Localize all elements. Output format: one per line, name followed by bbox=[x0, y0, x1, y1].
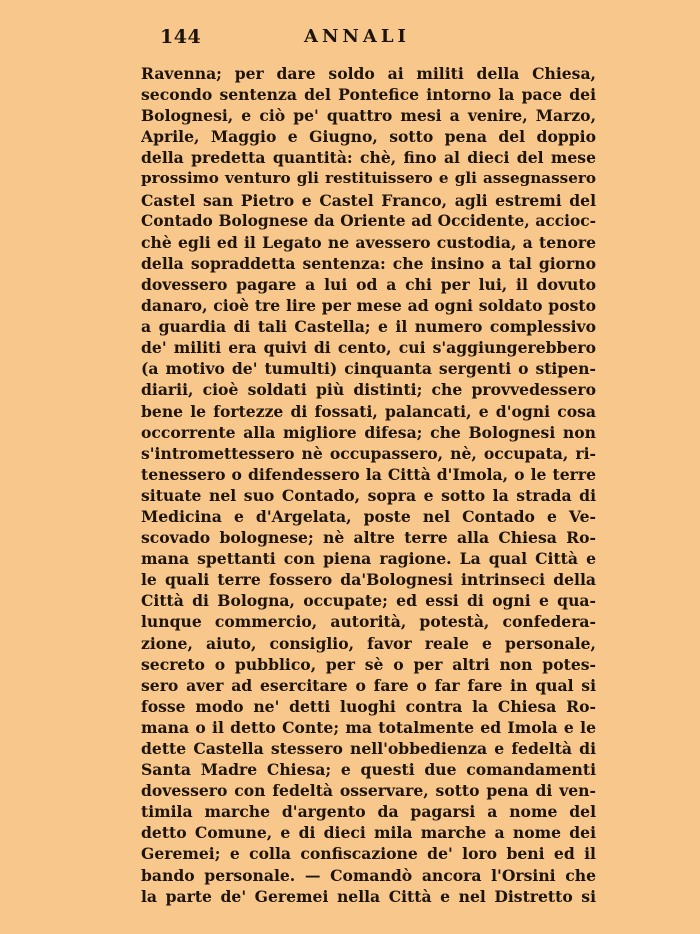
text-line: Geremei; e colla confiscazione de' loro beni ed il bbox=[141, 844, 596, 864]
text-line: diarii, cioè soldati più distinti; che provvedessero bbox=[141, 380, 596, 400]
text-line: occorrente alla migliore difesa; che Bolognesi non bbox=[141, 422, 596, 442]
text-line: timila marche d'argento da pagarsi a nome del bbox=[141, 802, 596, 822]
text-line: danaro, cioè tre lire per mese ad ogni soldato posto bbox=[141, 296, 596, 316]
text-line: sero aver ad esercitare o fare o far fare in qual si bbox=[141, 675, 596, 695]
text-line: dovessero pagare a lui od a chi per lui, il dovuto bbox=[141, 274, 596, 294]
text-line: tenessero o difendessero la Città d'Imola, o le terre bbox=[141, 464, 596, 484]
text-line: secreto o pubblico, per sè o per altri non potes- bbox=[141, 654, 596, 674]
page-number: 144 bbox=[160, 26, 202, 48]
text-line: Santa Madre Chiesa; e questi due comandamenti bbox=[141, 760, 596, 780]
text-line: prossimo venturo gli restituissero e gli assegnassero bbox=[141, 169, 596, 188]
text-line: secondo sentenza del Pontefice intorno la pace dei bbox=[141, 85, 596, 105]
text-line: mana o il detto Conte; ma totalmente ed Imola e le bbox=[141, 717, 596, 737]
text-line: situate nel suo Contado, sopra e sotto la strada di bbox=[141, 485, 596, 505]
text-line: Città di Bologna, occupate; ed essi di ogni e qua- bbox=[141, 591, 596, 611]
text-line: Contado Bolognese da Oriente ad Occidente, accioc- bbox=[141, 211, 596, 230]
body-text bbox=[141, 63, 596, 907]
text-line: Aprile, Maggio e Giugno, sotto pena del doppio bbox=[141, 127, 596, 147]
text-line: la parte de' Geremei nella Città e nel Distretto si bbox=[141, 886, 596, 906]
text-line: della predetta quantità: chè, fino al dieci del mese bbox=[141, 148, 596, 168]
text-line: scovado bolognese; nè altre terre alla Chiesa Ro- bbox=[141, 528, 596, 548]
text-line: zione, aiuto, consiglio, favor reale e personale, bbox=[141, 633, 596, 653]
text-line: chè egli ed il Legato ne avessero custodia, a tenore bbox=[141, 232, 596, 252]
text-line: dovessero con fedeltà osservare, sotto pena di ven- bbox=[141, 781, 596, 801]
text-line: le quali terre fossero da'Bolognesi intrinseci della bbox=[141, 570, 596, 590]
text-line: mana spettanti con piena ragione. La qual Città e bbox=[141, 549, 596, 569]
text-line: fosse modo ne' detti luoghi contra la Chiesa Ro- bbox=[141, 696, 596, 716]
text-line: bene le fortezze di fossati, palancati, e d'ogni cosa bbox=[141, 401, 596, 421]
text-line: a guardia di tali Castella; e il numero complessivo bbox=[141, 317, 596, 337]
text-line: Medicina e d'Argelata, poste nel Contado e Ve- bbox=[141, 506, 596, 526]
text-line: lunque commercio, autorità, potestà, confedera- bbox=[141, 612, 596, 632]
text-line: Ravenna; per dare soldo ai militi della Chiesa, bbox=[141, 64, 596, 83]
text-line: bando personale. — Comandò ancora l'Orsini che bbox=[141, 865, 596, 885]
text-line: s'intromettessero nè occupassero, nè, occupata, ri- bbox=[141, 443, 596, 463]
text-line: Castel san Pietro e Castel Franco, agli estremi del bbox=[141, 190, 596, 210]
running-head: ANNALI bbox=[304, 26, 410, 47]
text-line: dette Castella stessero nell'obbedienza e fedeltà di bbox=[141, 739, 596, 758]
text-line: della sopraddetta sentenza: che insino a tal giorno bbox=[141, 253, 596, 273]
text-line: (a motivo de' tumulti) cinquanta sergenti o stipen- bbox=[141, 359, 596, 379]
text-line: detto Comune, e di dieci mila marche a nome dei bbox=[141, 823, 596, 843]
text-line: Bolognesi, e ciò pe' quattro mesi a venire, Marzo, bbox=[141, 106, 596, 126]
text-line: de' militi era quivi di cento, cui s'aggiungerebbero bbox=[141, 338, 596, 358]
